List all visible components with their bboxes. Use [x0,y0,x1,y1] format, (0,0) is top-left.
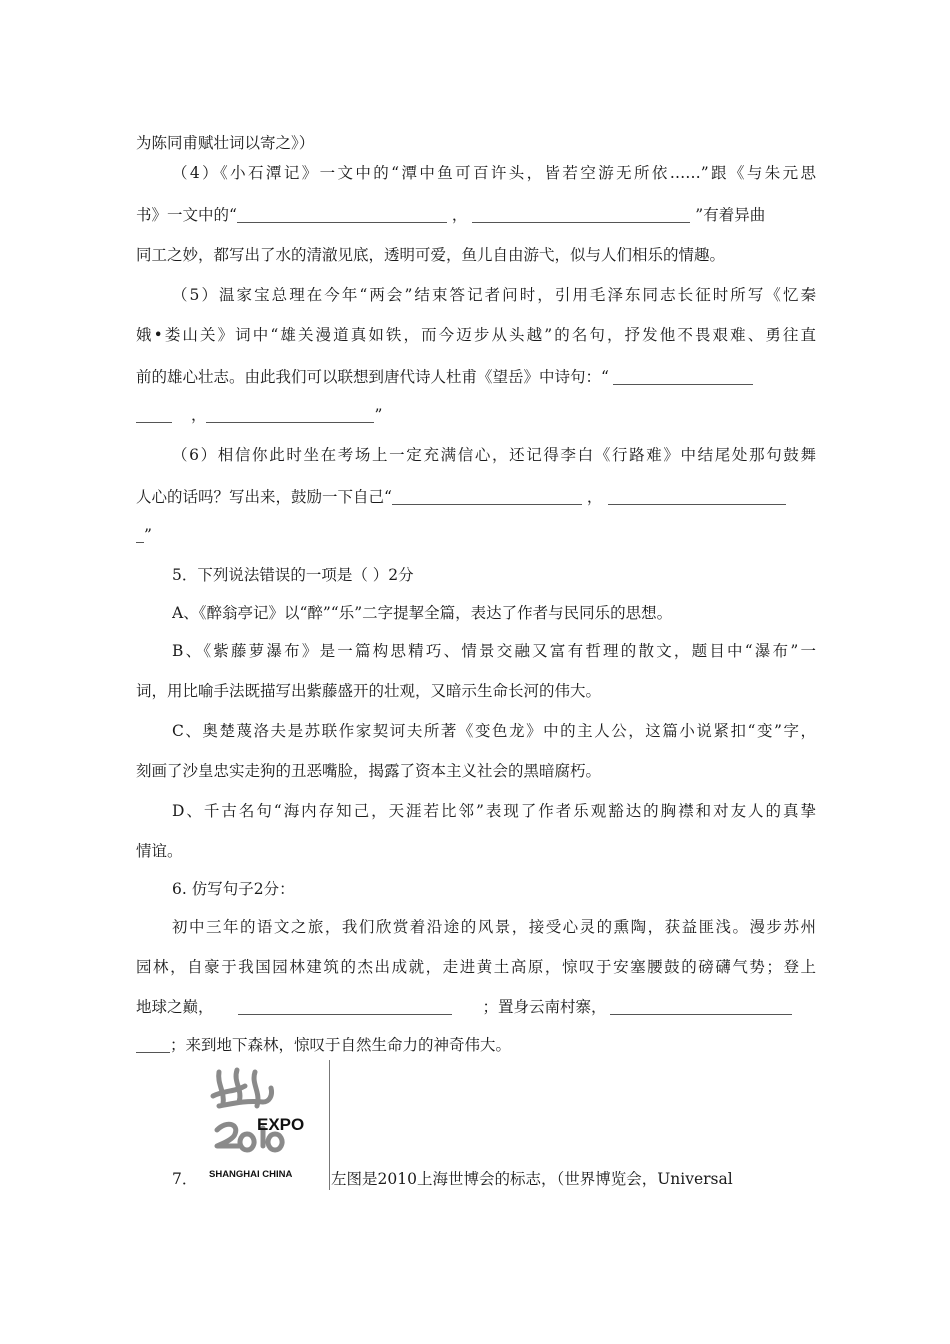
q4-5-comma: ， [190,406,207,424]
logo-expo-text: EXPO [257,1115,305,1134]
q4-6-comma: ， [586,488,603,506]
q6-line4 [136,1034,816,1056]
q4-5-text: 前的雄心壮志。由此我们可以联想到唐代诗人杜甫《望岳》中诗句：“ [136,368,609,386]
q5-option-b-line2: 词，用比喻手法既描写出紫藤盛开的壮观，又暗示生命长河的伟大。 [136,682,602,700]
q6-text-c: ；来到地下森林，惊叹于自然生命力的神奇伟大。 [170,1036,512,1054]
q4-6-close-quote: ” [144,526,152,544]
q4-4-text-c: ”有着异曲 [695,206,766,224]
answer-blank[interactable] [608,488,786,505]
q5-option-c-line1: C、奥楚蔑洛夫是苏联作家契诃夫所著《变色龙》中的主人公，这篇小说紧扣“变”字， [172,722,816,740]
q4-6-line1: （6）相信你此时坐在考场上一定充满信心，还记得李白《行路难》中结尾处那句鼓舞 [172,446,816,464]
q5-option-b-line1: B、《紫藤萝瀑布》是一篇构思精巧、情景交融又富有哲理的散文，题目中“瀑布”一 [172,642,816,660]
q4-4-line2 [136,204,816,226]
q6-title: 6. 仿写句子2分： [172,880,295,898]
answer-blank[interactable] [472,206,690,223]
q4-5-line1: （5）温家宝总理在今年“两会”结束答记者问时，引用毛泽东同志长征时所写《忆秦 [172,286,816,304]
q6-line3 [136,996,816,1018]
expo-2010-logo-image [205,1060,325,1180]
q4-6-line3 [136,524,816,546]
q7-number: 7． [172,1170,198,1188]
q5-option-c-line2: 刻画了沙皇忠实走狗的丑恶嘴脸，揭露了资本主义社会的黑暗腐朽。 [136,762,602,780]
q6-text-b: ；置身云南村寨， [482,998,607,1016]
q4-4-line3: 同工之妙，都写出了水的清澈见底，透明可爱，鱼儿自由游弋，似与人们相乐的情趣。 [136,246,726,264]
q4-4-text-a: 书》一文中的“ [136,206,237,224]
q4-4-text-b: ， [451,206,468,224]
answer-blank[interactable] [206,406,374,423]
q6-line1: 初中三年的语文之旅，我们欣赏着沿途的风景，接受心灵的熏陶，获益匪浅。漫步苏州 [172,918,816,936]
q6-line2: 园林，自豪于我国园林建筑的杰出成就，走进黄土高原，惊叹于安塞腰鼓的磅礴气势；登上 [136,958,816,976]
q4-4-line1: （4）《小石潭记》一文中的“潭中鱼可百许头，皆若空游无所依……”跟《与朱元思 [172,164,816,182]
q4-3-tail: 为陈同甫赋壮词以寄之》） [136,134,315,152]
answer-blank[interactable] [613,368,753,385]
q5-option-a: A、《醉翁亭记》以“醉”“乐”二字提挈全篇，表达了作者与民同乐的思想。 [172,604,673,622]
q7-text: 左图是2010上海世博会的标志，（世界博览会，Universal [331,1170,733,1188]
q4-5-line2: 娥•娄山关》词中“雄关漫道真如铁，而今迈步从头越”的名句，抒发他不畏艰难、勇往直 [136,326,816,344]
q4-5-line4 [136,404,816,426]
q4-5-line3 [136,366,816,388]
q5-title: 5．下列说法错误的一项是（ ）2分 [172,566,414,584]
answer-blank[interactable] [610,998,792,1015]
q6-text-a: 地球之巅， [136,998,214,1016]
answer-blank[interactable] [392,488,582,505]
q4-5-close-quote: ” [374,406,383,424]
answer-blank[interactable] [136,526,144,543]
answer-blank[interactable] [237,206,447,223]
q5-option-d-line1: D、千古名句“海内存知己，天涯若比邻”表现了作者乐观豁达的胸襟和对友人的真挚 [172,802,816,820]
q5-option-d-line2: 情谊。 [136,842,183,860]
expo-logo [205,1060,330,1190]
q4-6-line2 [136,486,816,508]
answer-blank[interactable] [136,1036,170,1053]
q4-6-text: 人心的话吗？写出来，鼓励一下自己“ [136,488,392,506]
logo-shanghai-text: SHANGHAI CHINA [209,1169,293,1180]
answer-blank[interactable] [136,406,172,423]
answer-blank[interactable] [238,998,452,1015]
